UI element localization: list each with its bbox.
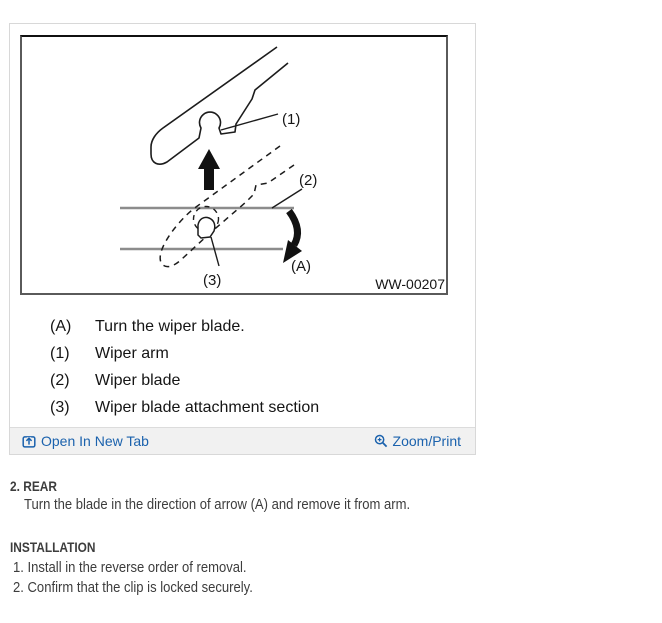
legend-key: (3) (50, 399, 70, 416)
section-heading-text: 2. REAR (10, 478, 57, 494)
legend-item-a (50, 317, 245, 336)
installation-step-text: 1. Install in the reverse order of removal. (13, 560, 247, 576)
wiper-arm-outline (151, 47, 288, 164)
legend-item-3 (50, 398, 319, 417)
legend-key: (2) (50, 372, 70, 389)
installation-step-1 (13, 560, 273, 576)
legend-text: Wiper blade attachment section (95, 399, 320, 416)
open-in-new-tab-link[interactable] (22, 433, 149, 449)
zoom-print-label: Zoom/Print (392, 433, 461, 449)
leader-line-1 (221, 114, 278, 130)
callout-2: (2) (299, 172, 318, 189)
wiper-diagram (20, 35, 448, 295)
open-in-new-tab-label: Open In New Tab (41, 433, 149, 449)
section-body (24, 497, 453, 513)
section-body-text: Turn the blade in the direction of arrow (A) and remove it from arm. (24, 497, 411, 513)
turn-arrow-curve (289, 211, 298, 245)
installation-heading-text: INSTALLATION (10, 539, 96, 555)
magnifier-plus-icon (374, 434, 388, 448)
panel-footer (10, 427, 475, 454)
legend-text: Wiper blade (95, 372, 181, 389)
wiper-diagram-svg (22, 37, 446, 293)
installation-heading (10, 539, 111, 555)
legend-text: Turn the wiper blade. (95, 318, 245, 335)
section-heading-rear (10, 478, 65, 494)
callout-a: (A) (291, 258, 311, 275)
installation-step-text: 2. Confirm that the clip is locked securely. (13, 580, 253, 596)
figure-code: WW-00207 (375, 276, 445, 292)
attachment-clip-shape (198, 217, 215, 238)
legend-key: (A) (50, 318, 72, 335)
callout-3: (3) (203, 272, 222, 289)
installation-step-2 (13, 580, 279, 596)
open-in-new-tab-icon (22, 434, 36, 448)
leader-line-2 (272, 189, 302, 208)
legend-text: Wiper arm (95, 345, 169, 362)
legend-item-1 (50, 344, 169, 363)
legend-item-2 (50, 371, 180, 390)
legend-key: (1) (50, 345, 70, 362)
leader-line-3 (211, 237, 219, 266)
figure-viewer-panel (9, 23, 476, 455)
callout-1: (1) (282, 111, 301, 128)
zoom-print-link[interactable] (374, 433, 461, 449)
up-arrow (198, 149, 220, 190)
